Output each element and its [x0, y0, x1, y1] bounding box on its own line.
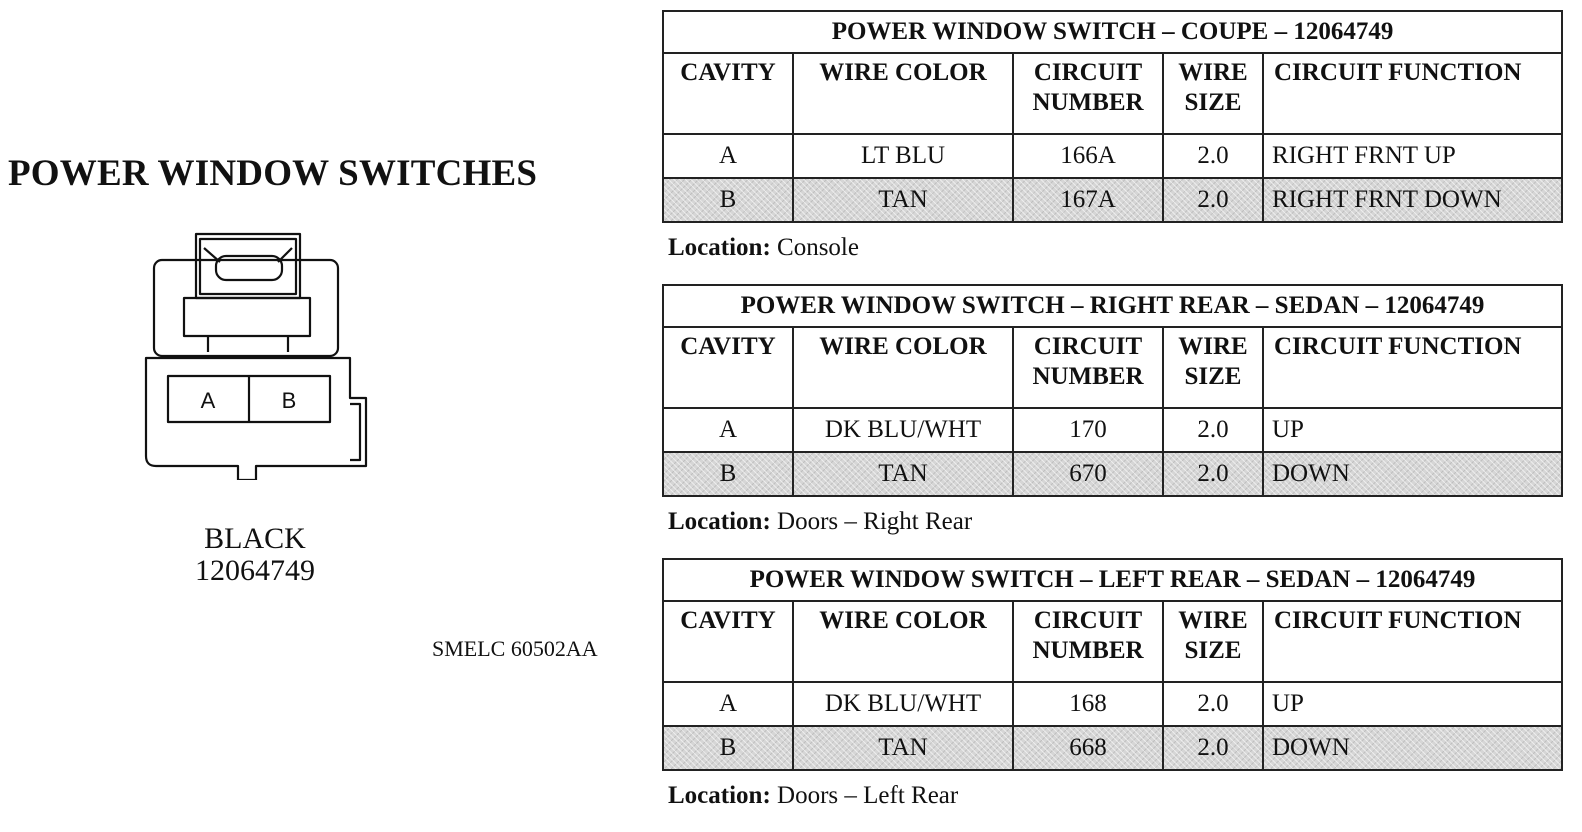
table-title: POWER WINDOW SWITCH – LEFT REAR – SEDAN – 12064749 [663, 559, 1562, 601]
cell-wire-size: 2.0 [1163, 408, 1263, 452]
cell-cavity: B [663, 726, 793, 770]
cell-cavity: A [663, 134, 793, 178]
pinout-table-coupe [662, 10, 1563, 223]
col-header-cavity: CAVITY [663, 53, 793, 134]
table-row [663, 452, 1562, 496]
location-note: Location: Console [668, 234, 859, 261]
col-header-circuit-function: CIRCUIT FUNCTION [1263, 327, 1562, 408]
connector-color: BLACK [204, 522, 306, 555]
cell-circuit-function: UP [1263, 408, 1562, 452]
cell-wire-size: 2.0 [1163, 452, 1263, 496]
cell-cavity: B [663, 452, 793, 496]
location-note: Location: Doors – Left Rear [668, 782, 959, 809]
page-title: POWER WINDOW SWITCHES [8, 153, 538, 194]
cell-circuit-number: 168 [1013, 682, 1163, 726]
cell-wire-size: 2.0 [1163, 134, 1263, 178]
cell-wire-color: LT BLU [793, 134, 1013, 178]
cell-circuit-number: 166A [1013, 134, 1163, 178]
col-header-wire-size: WIRE SIZE [1163, 601, 1263, 682]
cell-wire-size: 2.0 [1163, 726, 1263, 770]
connector-part-number: 12064749 [195, 554, 315, 587]
table-row [663, 408, 1562, 452]
cell-wire-size: 2.0 [1163, 682, 1263, 726]
cell-circuit-function: RIGHT FRNT UP [1263, 134, 1562, 178]
cell-circuit-function: UP [1263, 682, 1562, 726]
col-header-wire-size: WIRE SIZE [1163, 53, 1263, 134]
table-title: POWER WINDOW SWITCH – RIGHT REAR – SEDAN – 12064749 [663, 285, 1562, 327]
col-header-wire-color: WIRE COLOR [793, 53, 1013, 134]
cell-wire-color: TAN [793, 452, 1013, 496]
col-header-cavity: CAVITY [663, 327, 793, 408]
col-header-cavity: CAVITY [663, 601, 793, 682]
cell-circuit-number: 170 [1013, 408, 1163, 452]
cell-wire-color: DK BLU/WHT [793, 408, 1013, 452]
location-note: Location: Doors – Right Rear [668, 508, 973, 535]
cell-circuit-number: 167A [1013, 178, 1163, 222]
table-row [663, 682, 1562, 726]
cell-wire-color: TAN [793, 726, 1013, 770]
cell-wire-size: 2.0 [1163, 178, 1263, 222]
col-header-circuit-number: CIRCUIT NUMBER [1013, 601, 1163, 682]
cell-circuit-function: DOWN [1263, 726, 1562, 770]
cell-cavity: B [663, 178, 793, 222]
cell-circuit-function: DOWN [1263, 452, 1562, 496]
table-row [663, 134, 1562, 178]
connector-diagram-icon [138, 222, 374, 480]
pinout-table-left-rear [662, 558, 1563, 771]
table-row [663, 178, 1562, 222]
col-header-wire-color: WIRE COLOR [793, 601, 1013, 682]
col-header-circuit-function: CIRCUIT FUNCTION [1263, 53, 1562, 134]
cell-wire-color: DK BLU/WHT [793, 682, 1013, 726]
col-header-circuit-number: CIRCUIT NUMBER [1013, 53, 1163, 134]
pinout-table-right-rear [662, 284, 1563, 497]
col-header-circuit-number: CIRCUIT NUMBER [1013, 327, 1163, 408]
cell-circuit-function: RIGHT FRNT DOWN [1263, 178, 1562, 222]
table-title: POWER WINDOW SWITCH – COUPE – 12064749 [663, 11, 1562, 53]
cell-circuit-number: 668 [1013, 726, 1163, 770]
cell-cavity: A [663, 682, 793, 726]
cavity-b-label: B [281, 388, 297, 413]
cell-wire-color: TAN [793, 178, 1013, 222]
cavity-a-label: A [200, 388, 216, 413]
figure-code: SMELC 60502AA [432, 636, 598, 661]
table-row [663, 726, 1562, 770]
cell-cavity: A [663, 408, 793, 452]
col-header-wire-color: WIRE COLOR [793, 327, 1013, 408]
col-header-circuit-function: CIRCUIT FUNCTION [1263, 601, 1562, 682]
cell-circuit-number: 670 [1013, 452, 1163, 496]
col-header-wire-size: WIRE SIZE [1163, 327, 1263, 408]
